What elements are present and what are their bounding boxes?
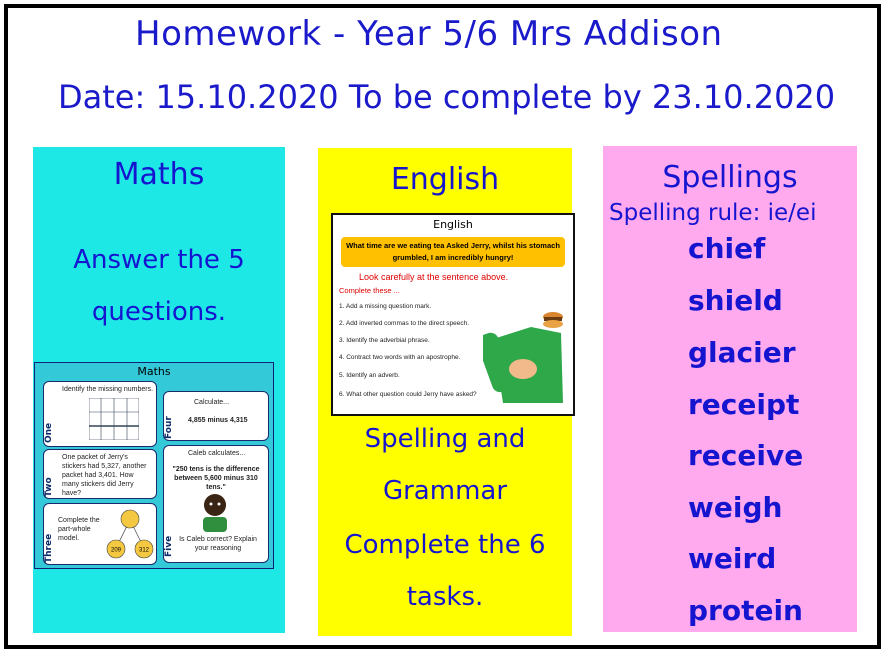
spelling-word: receipt	[688, 388, 800, 421]
maths-label-three: Three	[44, 533, 54, 563]
english-task-3: 3. Identify the adverbial phrase.	[339, 337, 430, 344]
maths-title: Maths	[113, 157, 205, 192]
maths-label-one: One	[44, 422, 54, 443]
maths-question-two: One packet of Jerry's stickers had 5,327, another packet had 3,401. How many stickers did Jerry have?	[43, 449, 157, 499]
spelling-rule: Spelling rule: ie/ei	[609, 200, 817, 226]
date-line: Date: 15.10.2020 To be complete by 23.10.2020	[58, 78, 836, 116]
spellings-panel	[603, 146, 857, 632]
maths-label-four: Four	[164, 416, 174, 439]
english-worksheet-title: English	[433, 218, 473, 231]
english-task-5: 5. Identify an adverb.	[339, 372, 400, 379]
maths-question-four: Calculate... 4,855 minus 4,315	[163, 391, 269, 441]
spelling-word: glacier	[688, 336, 796, 369]
hungry-boy-illustration	[483, 299, 569, 403]
page-title: Homework - Year 5/6 Mrs Addison	[135, 14, 723, 54]
boy-avatar	[200, 492, 230, 532]
maths-question-one: Identify the missing numbers.	[43, 381, 157, 447]
english-task-4: 4. Contract two words with an apostrophe.	[339, 354, 461, 361]
spelling-word: chief	[688, 232, 766, 265]
maths-instruction-line1: Answer the 5	[73, 245, 245, 275]
english-title: English	[390, 162, 500, 197]
english-task-1: 1. Add a missing question mark.	[339, 303, 432, 310]
maths-worksheet-title: Maths	[137, 365, 171, 378]
english-line1: Spelling and	[364, 424, 526, 454]
spelling-word: weigh	[688, 491, 783, 524]
spelling-word: receive	[688, 439, 804, 472]
spelling-word: weird	[688, 542, 777, 575]
english-sentence: What time are we eating tea Asked Jerry, whilst his stomach grumbled, I am incredibly hungry!	[341, 237, 565, 267]
english-line2: Grammar	[382, 476, 508, 506]
maths-question-three: Complete the part-whole model. 209 312	[43, 503, 157, 565]
maths-instruction-line2: questions.	[91, 297, 227, 327]
english-line4: tasks.	[406, 582, 484, 612]
english-worksheet-image	[331, 213, 575, 416]
maths-label-five: Five	[164, 535, 174, 557]
maths-worksheet-image	[34, 362, 274, 569]
english-task-2: 2. Add inverted commas to the direct speech.	[339, 320, 470, 327]
pw-right-value: 312	[138, 547, 150, 554]
spellings-title: Spellings	[662, 160, 798, 195]
part-whole-model	[106, 508, 154, 560]
pw-left-value: 209	[110, 547, 122, 554]
english-look-text: Look carefully at the sentence above.	[359, 272, 509, 282]
english-line3: Complete the 6	[344, 530, 546, 560]
maths-label-two: Two	[44, 477, 54, 497]
column-addition-grid	[89, 398, 139, 440]
spelling-word: protein	[688, 594, 803, 627]
spelling-word: shield	[688, 284, 783, 317]
maths-question-five: Caleb calculates... "250 tens is the difference between 5,600 minus 310 tens." Is Caleb correct? Explain your reasoning	[163, 445, 269, 563]
english-task-6: 6. What other question could Jerry have asked?	[339, 391, 477, 398]
english-complete-text: Complete these ...	[339, 286, 400, 295]
